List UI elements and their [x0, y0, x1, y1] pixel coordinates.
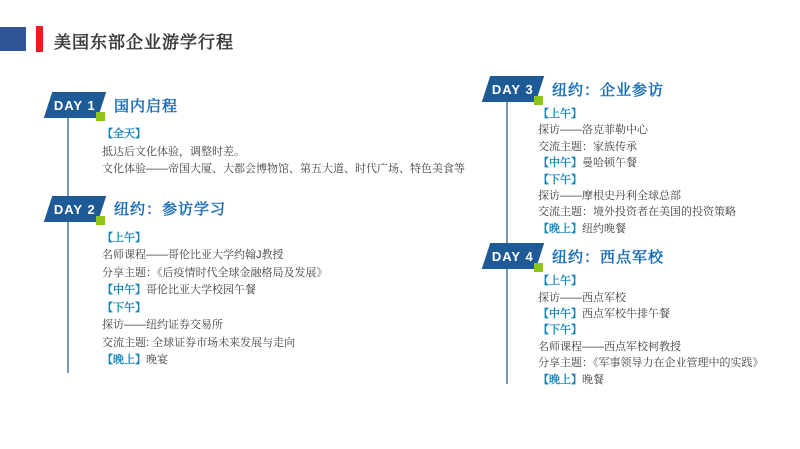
entry-text: 哥伦比亚大学校园午餐 — [146, 284, 256, 296]
day-section — [44, 196, 464, 370]
day-badge — [486, 76, 540, 102]
itinerary-line — [102, 126, 464, 144]
day-entries — [44, 230, 464, 370]
itinerary-line — [538, 155, 800, 171]
entry-text: 探访——洛克菲勒中心 — [538, 124, 648, 137]
entry-text: 分享主题：《军事领导力在企业管理中的实践》 — [538, 357, 764, 370]
itinerary-line — [538, 273, 800, 289]
day-badge — [48, 92, 102, 118]
entry-text: 交流主题: 全球证券市场未来发展与走向 — [102, 336, 296, 349]
itinerary-line — [538, 306, 800, 322]
time-label: 【中午】 — [538, 308, 582, 321]
page-title: 美国东部企业游学行程 — [54, 33, 234, 52]
itinerary-line — [102, 335, 464, 353]
itinerary-line — [102, 282, 464, 300]
time-label: 【下午】 — [538, 173, 582, 186]
itinerary-line — [538, 372, 800, 388]
day-badge — [48, 196, 102, 222]
day-badge-label: DAY 1 — [54, 97, 96, 113]
entry-text: 探访——纽约证券交易所 — [102, 319, 223, 331]
day-header — [44, 196, 464, 222]
itinerary-line — [538, 290, 800, 306]
entry-text: 晚餐 — [582, 373, 604, 386]
green-corner-marker — [534, 263, 543, 272]
entry-text: 文化体验——帝国大厦、大都会博物馆、第五大道、时代广场、特色美食等 — [102, 163, 465, 175]
day-entries — [476, 106, 800, 237]
time-label: 【上午】 — [538, 275, 582, 288]
itinerary-line — [538, 355, 800, 371]
itinerary-line — [102, 265, 464, 283]
day-title: 纽约：企业参访 — [552, 81, 665, 99]
itinerary-line — [538, 322, 800, 338]
entry-text: 抵达后文化体验，调整时差。 — [102, 145, 245, 158]
time-label: 【晚上】 — [102, 354, 146, 366]
itinerary-line — [102, 230, 464, 248]
green-corner-marker — [96, 216, 105, 225]
day-badge-label: DAY 2 — [54, 201, 96, 216]
itinerary-line — [538, 106, 800, 122]
time-label: 【上午】 — [538, 108, 582, 120]
entry-text: 交流主题：家族传承 — [538, 140, 637, 153]
itinerary-line — [102, 300, 464, 318]
entry-text: 探访——西点军校 — [538, 291, 626, 304]
entry-text: 曼哈顿午餐 — [582, 157, 637, 170]
itinerary-line — [102, 161, 464, 179]
day-header — [476, 76, 800, 102]
itinerary-line — [538, 204, 800, 220]
itinerary-line — [538, 188, 800, 204]
day-badge-label: DAY 4 — [492, 248, 534, 264]
header-red-bar — [36, 26, 43, 52]
entry-text: 纽约晚餐 — [582, 222, 626, 235]
itinerary-line — [538, 172, 800, 188]
day-badge-label: DAY 3 — [492, 81, 534, 97]
green-corner-marker — [534, 96, 543, 105]
day-badge — [486, 243, 540, 269]
day-entries — [44, 126, 464, 179]
day-section — [44, 92, 464, 179]
itinerary-line — [102, 144, 464, 162]
time-label: 【下午】 — [538, 324, 582, 337]
right-column — [476, 76, 800, 394]
day-entries — [476, 273, 800, 388]
itinerary-line — [102, 317, 464, 335]
day-section — [476, 76, 800, 237]
time-label: 【晚上】 — [538, 222, 582, 235]
day-header — [476, 243, 800, 269]
itinerary-line — [538, 339, 800, 355]
itinerary-line — [538, 139, 800, 155]
day-section — [476, 243, 800, 388]
time-label: 【下午】 — [102, 301, 146, 314]
itinerary-line — [102, 352, 464, 370]
left-column — [44, 92, 464, 387]
time-label: 【全天】 — [102, 128, 146, 140]
entry-text: 西点军校牛排午餐 — [582, 308, 670, 321]
day-title: 纽约：参访学习 — [114, 201, 227, 218]
day-title: 纽约：西点军校 — [552, 248, 665, 266]
green-corner-marker — [96, 112, 105, 121]
time-label: 【中午】 — [102, 284, 146, 296]
entry-text: 探访——摩根史丹利全球总部 — [538, 190, 681, 203]
entry-text: 名师课程——哥伦比亚大学约翰J教授 — [102, 249, 284, 261]
entry-text: 分享主题：《后疫情时代全球金融格局及发展》 — [102, 266, 328, 279]
entry-text: 交流主题：境外投资者在美国的投资策略 — [538, 206, 736, 219]
header-blue-square — [0, 27, 26, 51]
itinerary-line — [538, 122, 800, 138]
entry-text: 晚宴 — [146, 354, 168, 366]
time-label: 【中午】 — [538, 157, 582, 170]
day-header — [44, 92, 464, 118]
itinerary-line — [102, 247, 464, 265]
itinerary-line — [538, 221, 800, 237]
time-label: 【晚上】 — [538, 373, 582, 386]
time-label: 【上午】 — [102, 231, 146, 244]
entry-text: 名师课程——西点军校柯教授 — [538, 340, 681, 353]
day-title: 国内启程 — [114, 97, 179, 115]
